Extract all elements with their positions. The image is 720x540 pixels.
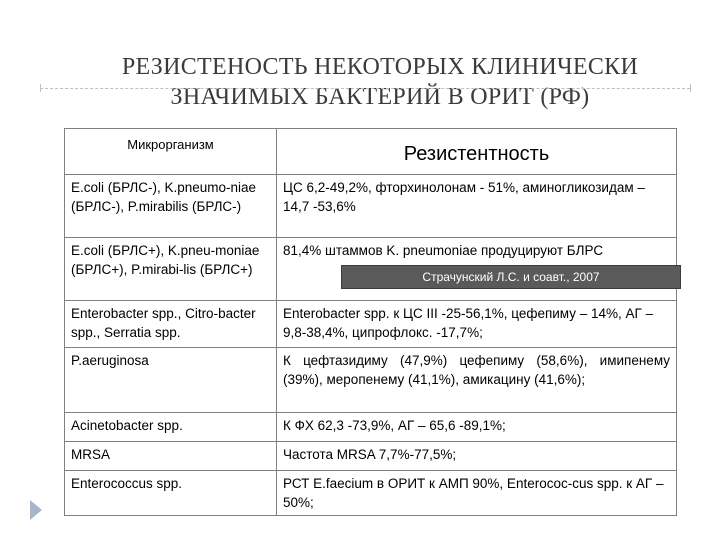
- cell-organism: Enterobacter spp., Citro-bacter spp., Serratia spp.: [65, 301, 277, 348]
- table-row: [65, 348, 677, 413]
- table-row: [65, 471, 677, 516]
- cell-organism: P.aeruginosa: [65, 348, 277, 413]
- triangle-bullet-icon: [30, 500, 42, 520]
- slide-title-line-2: ЗНАЧИМЫХ БАКТЕРИЙ В ОРИТ (РФ): [170, 84, 590, 110]
- title-divider: [40, 88, 690, 89]
- cell-resistance: РСТ E.faecium в ОРИТ к АМП 90%, Enterococ-cus spp. к АГ – 50%;: [277, 471, 677, 516]
- cell-resistance: К цефтазидиму (47,9%) цефепиму (58,6%), имипенему (39%), меропенему (41,1%), амикацину (41,6%);: [277, 348, 677, 413]
- table-row: [65, 301, 677, 348]
- table-row: [65, 413, 677, 442]
- header-resistance: Резистентность: [277, 129, 677, 175]
- cell-resistance: Enterobacter spp. к ЦС III -25-56,1%, цефепиму – 14%, АГ – 9,8-38,4%, ципрофлокс. -17,7%;: [277, 301, 677, 348]
- slide-title-line-1: РЕЗИСТЕНОСТЬ НЕКОТОРЫХ КЛИНИЧЕСКИ: [121, 54, 639, 80]
- cell-organism: Enterococcus spp.: [65, 471, 277, 516]
- title-divider-cap-left: [40, 84, 41, 92]
- cell-organism: E.coli (БРЛС+), K.pneu-moniae (БРЛС+), P.mirabi-lis (БРЛС+): [65, 238, 277, 301]
- slide-title: [60, 52, 700, 112]
- resistance-table: [64, 128, 677, 516]
- cell-resistance: ЦС 6,2-49,2%, фторхинолонам - 51%, аминогликозидам – 14,7 -53,6%: [277, 175, 677, 238]
- table-row: [65, 175, 677, 238]
- cell-resistance: 81,4% штаммов K. pneumoniae продуцируют БЛРС: [277, 238, 677, 301]
- table-row: [65, 442, 677, 471]
- cell-resistance: К ФХ 62,3 -73,9%, АГ – 65,6 -89,1%;: [277, 413, 677, 442]
- cell-organism: MRSA: [65, 442, 277, 471]
- header-organism: Микрорганизм: [65, 129, 277, 175]
- cell-organism: E.coli (БРЛС-), K.pneumo-niae (БРЛС-), P.mirabilis (БРЛС-): [65, 175, 277, 238]
- cell-resistance: Частота MRSA 7,7%-77,5%;: [277, 442, 677, 471]
- title-divider-cap-right: [690, 84, 691, 92]
- table-header-row: [65, 129, 677, 175]
- citation-label: Страчунский Л.С. и соавт., 2007: [341, 265, 681, 289]
- cell-organism: Acinetobacter spp.: [65, 413, 277, 442]
